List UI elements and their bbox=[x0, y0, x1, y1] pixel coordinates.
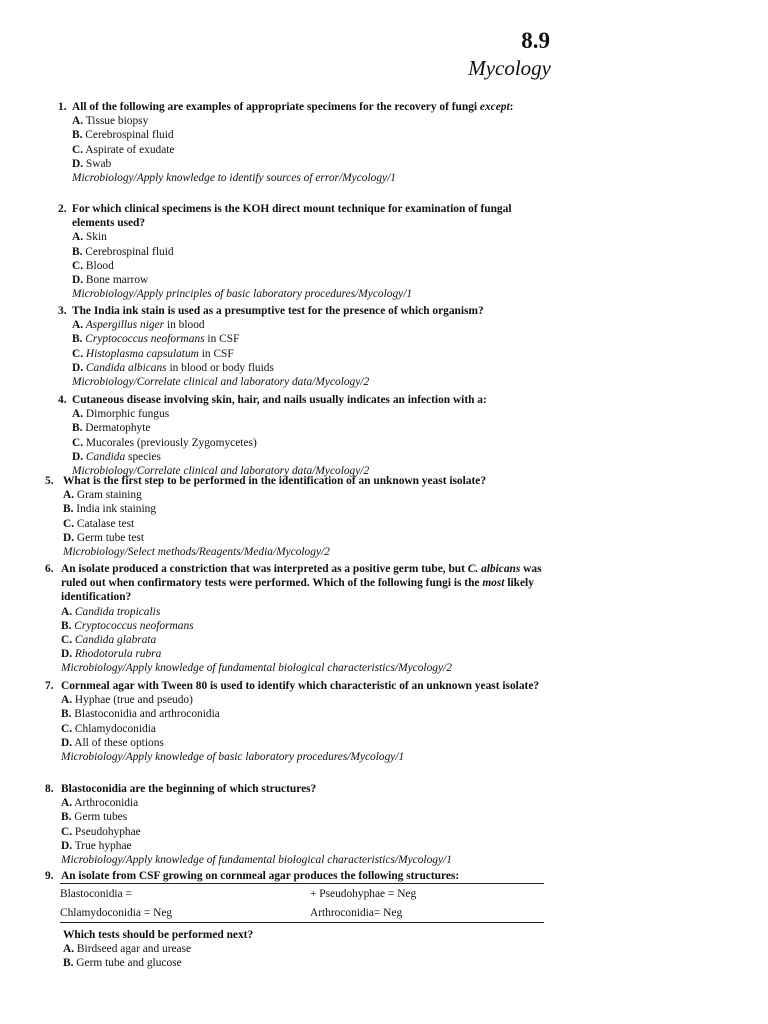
question-stem bbox=[58, 304, 550, 318]
question-number: 2. bbox=[58, 203, 67, 215]
question-category: Microbiology/Apply knowledge of basic laboratory procedures/Mycology/1 bbox=[61, 751, 405, 764]
question-number: 3. bbox=[58, 305, 67, 317]
option-b: B. Germ tubes bbox=[61, 811, 128, 824]
question-category: Microbiology/Select methods/Reagents/Media/Mycology/2 bbox=[63, 546, 330, 559]
option-d: D. Candida albicans in blood or body fluids bbox=[72, 361, 274, 374]
question-number: 9. bbox=[45, 870, 54, 882]
option-b: B. Cerebrospinal fluid bbox=[72, 129, 174, 142]
option-a: A. Birdseed agar and urease bbox=[63, 943, 192, 956]
question-number: 4. bbox=[58, 394, 67, 406]
question-number: 5. bbox=[45, 475, 54, 487]
option-b: B. Dermatophyte bbox=[72, 422, 151, 435]
stem-text: The India ink stain is used as a presumptive test for the presence of which organism? bbox=[72, 305, 484, 317]
option-c: C. Mucorales (previously Zygomycetes) bbox=[72, 436, 257, 449]
question-2 bbox=[58, 202, 550, 301]
option-a: A. Gram staining bbox=[63, 489, 142, 502]
option-c: C. Pseudohyphae bbox=[61, 825, 141, 838]
option-c: C. Histoplasma capsulatum in CSF bbox=[72, 347, 234, 360]
question-number: 1. bbox=[58, 101, 67, 113]
question-stem: 6. An isolate produced a constriction that was interpreted as a positive germ tube, but C. albicans was ruled out when confirmatory tests were performed. Which of the following fungi is the most likely identification? bbox=[45, 563, 542, 604]
stem-text: An isolate from CSF growing on cornmeal agar produces the following structures: bbox=[61, 870, 460, 882]
chapter-title: Mycology bbox=[468, 56, 551, 80]
question-category: Microbiology/Correlate clinical and laboratory data/Mycology/2 bbox=[72, 376, 370, 389]
stem-text: For which clinical specimens is the KOH direct mount technique for examination of fungal elements used? bbox=[72, 203, 512, 230]
option-d: D. True hyphae bbox=[61, 839, 132, 852]
option-c: C. Blood bbox=[72, 259, 114, 272]
option-b: B. Cryptococcus neoformans bbox=[61, 619, 194, 632]
followup-question: Which tests should be performed next? bbox=[63, 929, 254, 941]
option-a: A. Dimorphic fungus bbox=[72, 408, 170, 421]
question-3 bbox=[58, 304, 550, 389]
question-category: Microbiology/Apply principles of basic laboratory procedures/Mycology/1 bbox=[72, 288, 413, 301]
question-9-followup bbox=[63, 928, 253, 971]
option-a: A. Arthroconidia bbox=[61, 797, 139, 810]
question-stem bbox=[45, 679, 550, 693]
option-d: D. Rhodotorula rubra bbox=[61, 648, 162, 661]
table-cell: Blastoconidia = bbox=[60, 887, 132, 900]
option-b: B. Blastoconidia and arthroconidia bbox=[61, 708, 220, 721]
table-cell: Arthroconidia= Neg bbox=[310, 906, 403, 919]
option-b: B. Cryptococcus neoformans in CSF bbox=[72, 333, 240, 346]
stem-text: All of the following are examples of appropriate specimens for the recovery of fungi bbox=[72, 101, 480, 113]
question-stem bbox=[58, 202, 550, 230]
chapter-number: 8.9 bbox=[521, 28, 550, 53]
question-stem bbox=[45, 869, 550, 883]
option-d: D. Candida species bbox=[72, 450, 161, 463]
question-1 bbox=[58, 100, 550, 185]
option-b: B. Cerebrospinal fluid bbox=[72, 245, 174, 258]
question-number: 6. bbox=[45, 563, 54, 575]
question-category: Microbiology/Apply knowledge of fundamental biological characteristics/Mycology/2 bbox=[61, 662, 452, 675]
option-d: D. Germ tube test bbox=[63, 531, 144, 544]
question-category: Microbiology/Apply knowledge to identify sources of error/Mycology/1 bbox=[72, 172, 396, 185]
table-row bbox=[60, 884, 544, 903]
question-number: 7. bbox=[45, 680, 54, 692]
structures-table bbox=[60, 883, 544, 923]
option-c: C. Aspirate of exudate bbox=[72, 143, 175, 156]
option-a: A. Candida tropicalis bbox=[61, 605, 161, 618]
question-5 bbox=[45, 474, 550, 559]
table-cell: + Pseudohyphae = Neg bbox=[310, 887, 417, 900]
stem-text: Blastoconidia are the beginning of which structures? bbox=[61, 783, 317, 795]
question-4 bbox=[58, 393, 550, 478]
option-c: C. Catalase test bbox=[63, 517, 135, 530]
option-a: A. Skin bbox=[72, 231, 107, 244]
option-c: C. Chlamydoconidia bbox=[61, 722, 156, 735]
option-d: D. Swab bbox=[72, 157, 112, 170]
question-category: Microbiology/Apply knowledge of fundamental biological characteristics/Mycology/1 bbox=[61, 854, 452, 867]
option-a: A. Aspergillus niger in blood bbox=[72, 319, 205, 332]
stem-text: Cornmeal agar with Tween 80 is used to identify which characteristic of an unknown yeast isolate? bbox=[61, 680, 540, 692]
stem-text-end: : bbox=[509, 101, 514, 113]
question-category: Microbiology/Correlate clinical and laboratory data/Mycology/2 bbox=[72, 465, 370, 478]
question-7 bbox=[45, 679, 550, 764]
question-6 bbox=[45, 562, 550, 676]
stem-text: Cutaneous disease involving skin, hair, and nails usually indicates an infection with a: bbox=[72, 394, 487, 406]
option-d: D. Bone marrow bbox=[72, 274, 149, 287]
stem-emphasis: except bbox=[479, 101, 510, 113]
question-9 bbox=[45, 869, 550, 883]
option-d: D. All of these options bbox=[61, 736, 164, 749]
option-a: A. Tissue biopsy bbox=[72, 115, 149, 128]
table-cell: Chlamydoconidia = Neg bbox=[60, 906, 173, 919]
option-b: B. Germ tube and glucose bbox=[63, 957, 182, 970]
question-stem bbox=[58, 393, 550, 407]
question-stem bbox=[45, 782, 550, 796]
option-c: C. Candida glabrata bbox=[61, 634, 157, 647]
question-number: 8. bbox=[45, 783, 54, 795]
question-stem bbox=[58, 100, 550, 114]
stem-text: What is the first step to be performed in the identification of an unknown yeast isolate? bbox=[63, 475, 487, 487]
question-8 bbox=[45, 782, 550, 867]
option-a: A. Hyphae (true and pseudo) bbox=[61, 694, 193, 707]
option-b: B. India ink staining bbox=[63, 503, 157, 516]
table-row bbox=[60, 903, 544, 922]
question-stem bbox=[45, 474, 550, 488]
